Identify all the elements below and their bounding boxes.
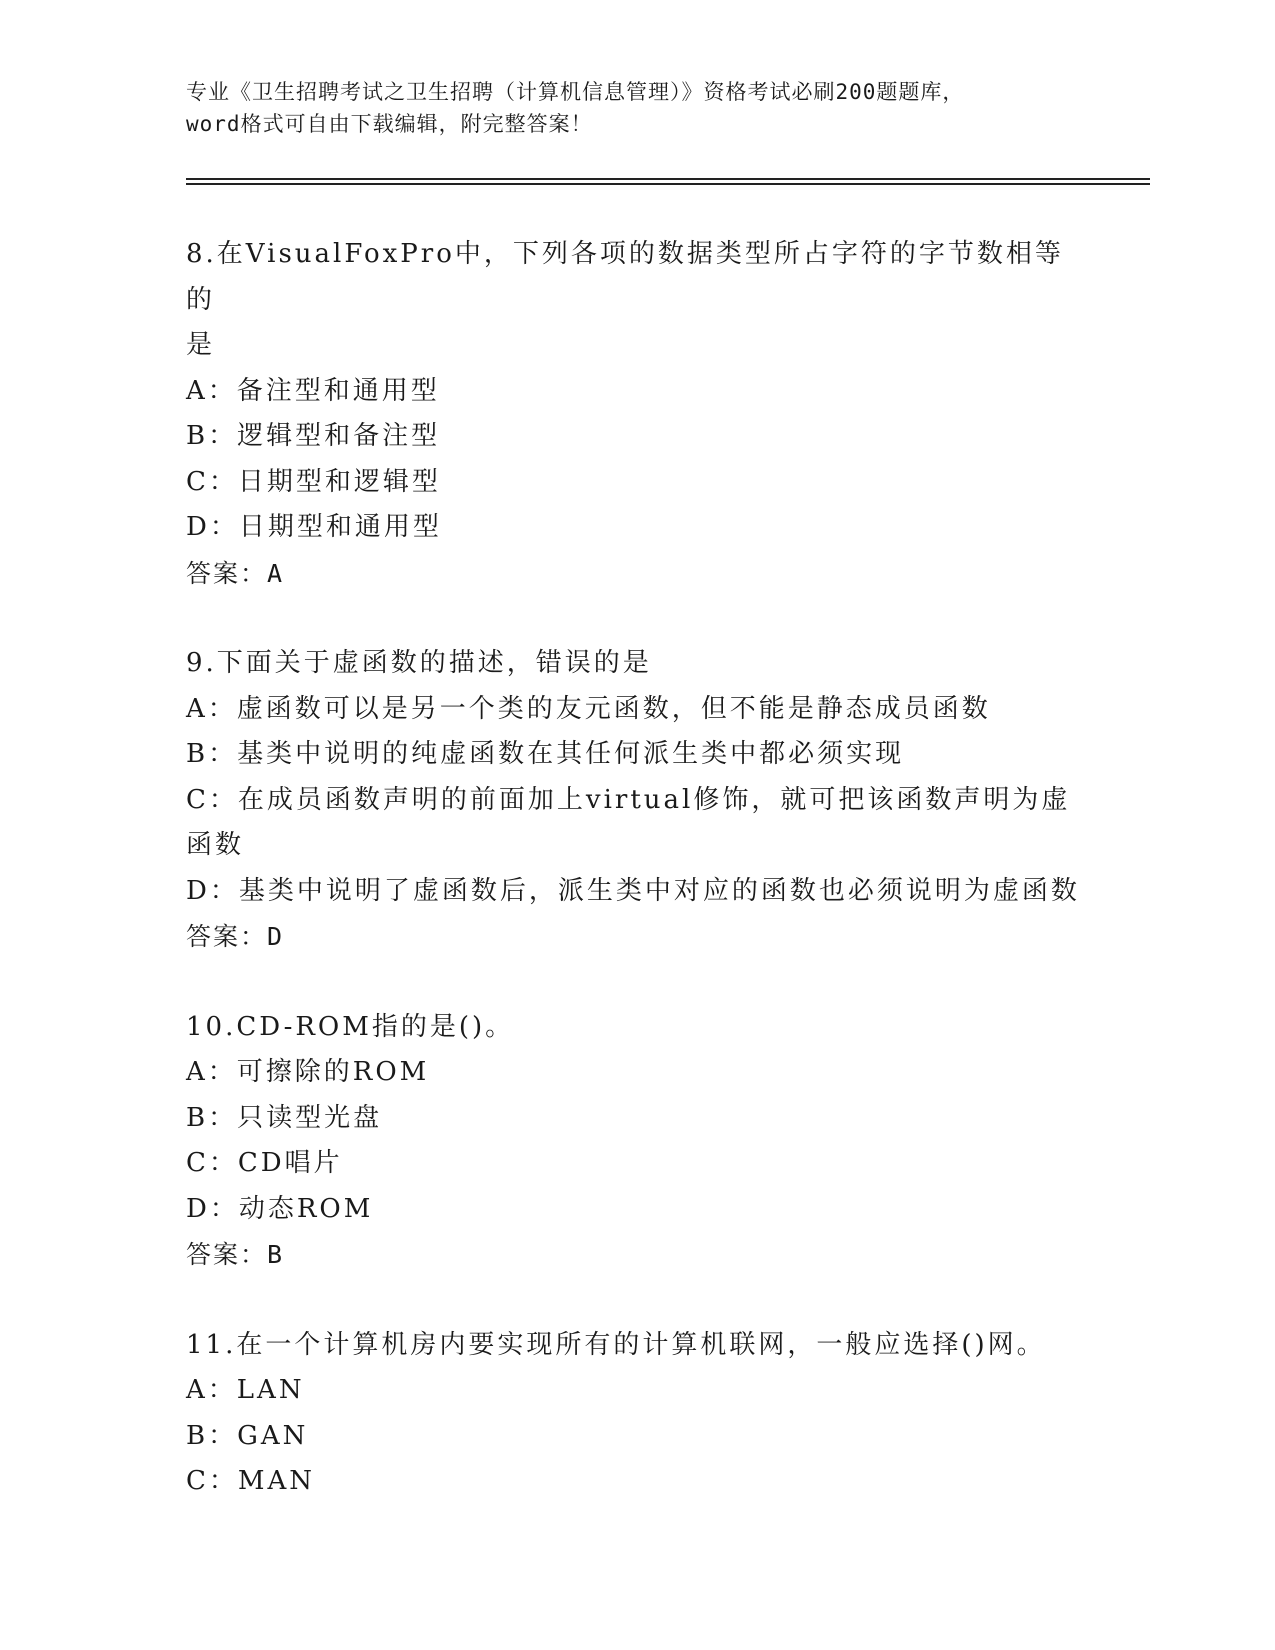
option-d: D：基类中说明了虚函数后，派生类中对应的函数也必须说明为虚函数 [186, 875, 1080, 906]
document-header [186, 76, 1086, 140]
question-stem: 9.下面关于虚函数的描述，错误的是 [186, 648, 652, 678]
answer-label: 答案： [186, 922, 268, 951]
option-b: B：基类中说明的纯虚函数在其任何派生类中都必须实现 [186, 739, 905, 769]
header-divider-bottom [186, 183, 1150, 185]
header-line-1: 专业《卫生招聘考试之卫生招聘（计算机信息管理）》资格考试必刷200题题库， [186, 80, 965, 104]
option-a: A：可擦除的ROM [186, 1057, 430, 1087]
question-10 [186, 1005, 1086, 1278]
answer-label: 答案： [186, 558, 268, 588]
option-c-continued: 函数 [186, 830, 245, 860]
option-d: D：动态ROM [186, 1193, 374, 1224]
answer-value: A [267, 558, 285, 588]
question-stem: 8.在VisualFoxPro中，下列各项的数据类型所占字符的字节数相等的 [186, 239, 1064, 315]
answer-line [186, 1232, 1086, 1278]
answer-label: 答案： [186, 1240, 268, 1269]
question-stem: 11.在一个计算机房内要实现所有的计算机联网，一般应选择()网。 [186, 1329, 1046, 1360]
option-a: A：虚函数可以是另一个类的友元函数，但不能是静态成员函数 [186, 693, 991, 724]
option-c: C：在成员函数声明的前面加上virtual修饰，就可把该函数声明为虚 [186, 784, 1071, 815]
option-c: C：日期型和逻辑型 [186, 466, 441, 497]
option-a: A：备注型和通用型 [186, 375, 440, 406]
option-c: C：MAN [186, 1466, 316, 1496]
question-9 [186, 641, 1086, 960]
option-b: B：只读型光盘 [186, 1102, 383, 1133]
header-divider-top [186, 178, 1150, 180]
option-c: C：CD唱片 [186, 1148, 343, 1178]
option-a: A：LAN [186, 1375, 305, 1405]
question-list [186, 232, 1086, 1550]
option-d: D：日期型和通用型 [186, 512, 442, 542]
question-stem-continued: 是 [186, 330, 216, 360]
answer-line [186, 551, 1086, 597]
question-11 [186, 1323, 1086, 1505]
answer-value: B [267, 1240, 285, 1269]
question-stem: 10.CD-ROM指的是()。 [186, 1011, 515, 1042]
option-b: B：逻辑型和备注型 [186, 421, 441, 451]
answer-line [186, 914, 1086, 960]
header-line-2: word格式可自由下载编辑，附完整答案！ [186, 112, 593, 136]
option-b: B：GAN [186, 1420, 309, 1451]
question-8 [186, 232, 1086, 596]
answer-value: D [267, 922, 285, 951]
